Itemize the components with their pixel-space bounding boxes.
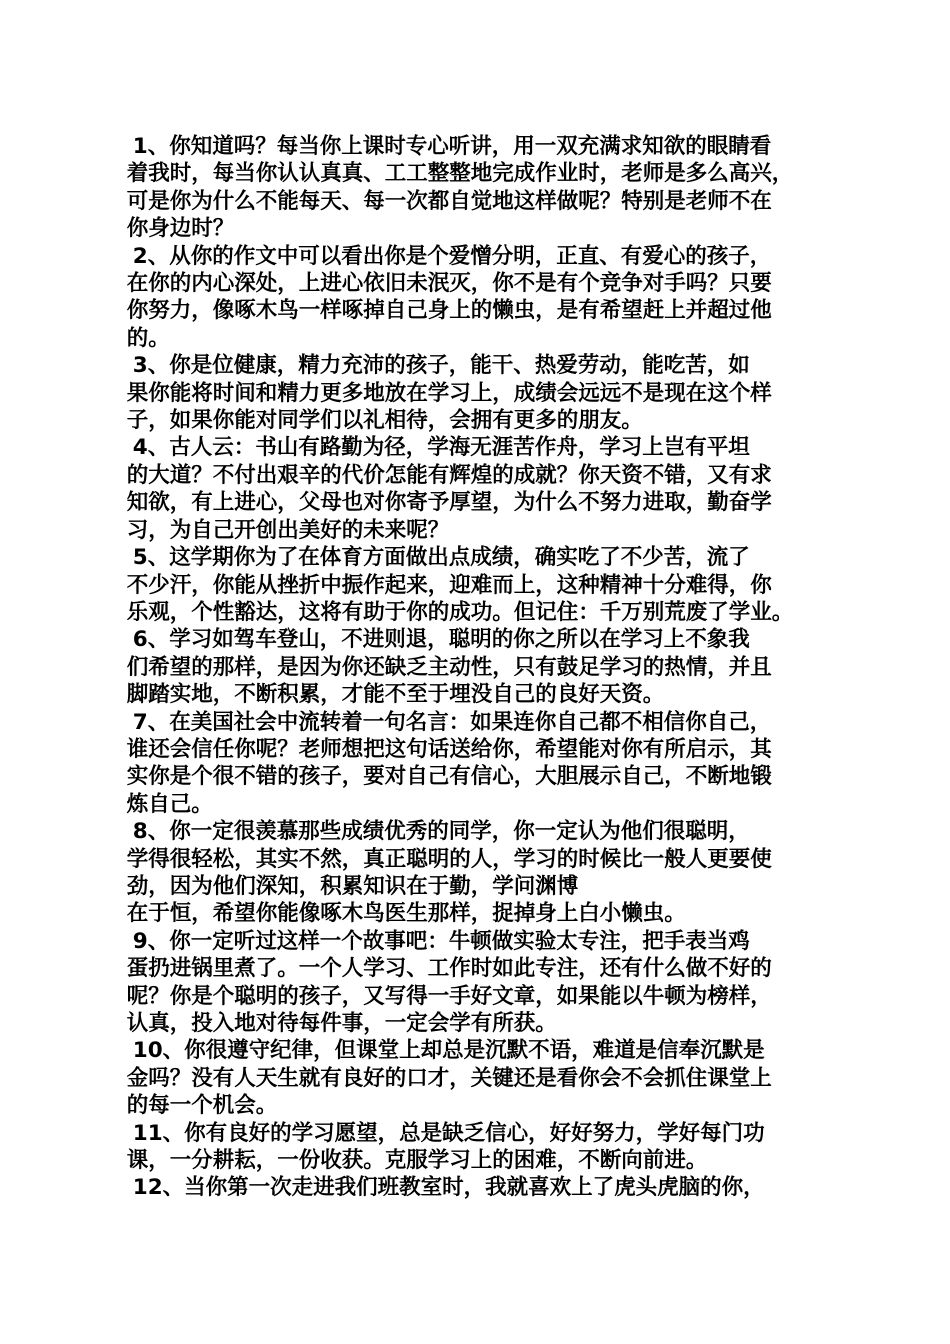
paragraph-line: 10、你很遵守纪律，但课堂上却总是沉默不语，难道是信奉沉默是	[132, 1038, 765, 1064]
paragraph-line: 3、你是位健康，精力充沛的孩子，能干、热爱劳动，能吃苦，如	[132, 353, 750, 379]
comment-paragraph-10	[116, 1037, 844, 1119]
paragraph-line: 在于恒，希望你能像啄木鸟医生那样，捉掉身上白小懒虫。	[126, 901, 686, 927]
paragraph-line: 2、从你的作文中可以看出你是个爱憎分明，正直、有爱心的孩子，	[132, 243, 772, 269]
paragraph-line: 可是你为什么不能每天、每一次都自觉地这样做呢？特别是老师不在	[126, 188, 772, 214]
paragraph-line: 劲，因为他们深知，积累知识在于勤，学问渊博	[126, 873, 579, 899]
paragraph-line: 9、你一定听过这样一个故事吧：牛顿做实验太专注，把手表当鸡	[132, 928, 750, 954]
paragraph-line: 蛋扔进锅里煮了。一个人学习、工作时如此专注，还有什么做不好的	[126, 956, 772, 982]
comment-paragraph-3	[116, 352, 844, 434]
paragraph-line: 4、古人云：书山有路勤为径，学海无涯苦作舟，学习上岂有平坦	[132, 435, 750, 461]
comment-paragraph-1	[116, 133, 844, 243]
paragraph-line: 果你能将时间和精力更多地放在学习上，成绩会远远不是现在这个样	[126, 380, 772, 406]
paragraph-line: 6、学习如驾车登山，不进则退，聪明的你之所以在学习上不象我	[132, 627, 750, 653]
comment-paragraph-6	[116, 626, 844, 708]
paragraph-line: 炼自己。	[126, 791, 213, 817]
comment-paragraph-12	[116, 1174, 844, 1201]
paragraph-line: 12、当你第一次走进我们班教室时，我就喜欢上了虎头虎脑的你，	[132, 1175, 765, 1201]
paragraph-line: 的每一个机会。	[126, 1093, 278, 1119]
paragraph-line: 8、你一定很羡慕那些成绩优秀的同学，你一定认为他们很聪明，	[132, 819, 750, 845]
paragraph-line: 呢？你是个聪明的孩子，又写得一手好文章，如果能以牛顿为榜样，	[126, 983, 772, 1009]
comment-paragraph-5	[116, 544, 844, 626]
paragraph-line: 们希望的那样，是因为你还缺乏主动性，只有鼓足学习的热情，并且	[126, 654, 772, 680]
paragraph-line: 不少汗，你能从挫折中振作起来，迎难而上，这种精神十分难得，你	[126, 572, 772, 598]
paragraph-line: 1、你知道吗？每当你上课时专心听讲，用一双充满求知欲的眼睛看	[132, 134, 772, 159]
comment-paragraph-7	[116, 709, 844, 819]
paragraph-line: 实你是个很不错的孩子，要对自己有信心，大胆展示自己，不断地锻	[126, 764, 772, 790]
comment-paragraph-2	[116, 243, 844, 353]
paragraph-line: 金吗？没有人天生就有良好的口才，关键还是看你会不会抓住课堂上	[126, 1065, 772, 1091]
paragraph-line: 谁还会信任你呢？老师想把这句话送给你，希望能对你有所启示，其	[126, 736, 772, 762]
paragraph-line: 子，如果你能对同学们以礼相待，会拥有更多的朋友。	[126, 408, 643, 434]
paragraph-line: 在你的内心深处，上进心依旧未泯灭，你不是有个竞争对手吗？只要	[126, 271, 772, 297]
comment-paragraph-4	[116, 434, 844, 544]
paragraph-line: 的大道？不付出艰辛的代价怎能有辉煌的成就？你天资不错，又有求	[126, 462, 772, 488]
comment-paragraph-11	[116, 1120, 844, 1175]
paragraph-line: 的。	[126, 325, 170, 351]
paragraph-line: 你身边时？	[126, 216, 235, 242]
paragraph-line: 课，一分耕耘，一份收获。克服学习上的困难，不断向前进。	[126, 1148, 708, 1174]
paragraph-line: 7、在美国社会中流转着一句名言：如果连你自己都不相信你自己，	[132, 709, 772, 735]
paragraph-line: 知欲，有上进心，父母也对你寄予厚望，为什么不努力进取，勤奋学	[126, 490, 772, 516]
paragraph-line: 着我时，每当你认认真真、工工整整地完成作业时，老师是多么高兴，	[126, 161, 794, 187]
paragraph-line: 学得很轻松，其实不然，真正聪明的人，学习的时候比一般人更要使	[126, 846, 772, 872]
paragraph-line: 11、你有良好的学习愿望，总是缺乏信心，好好努力，学好每门功	[132, 1120, 765, 1146]
document-body	[116, 133, 844, 1202]
paragraph-line: 脚踏实地，不断积累，才能不至于埋没自己的良好天资。	[126, 682, 665, 708]
paragraph-line: 习，为自己开创出美好的未来呢？	[126, 517, 450, 543]
paragraph-line: 认真，投入地对待每件事，一定会学有所获。	[126, 1011, 557, 1036]
comment-paragraph-9	[116, 928, 844, 1038]
paragraph-line: 乐观，个性豁达，这将有助于你的成功。但记住：千万别荒废了学业。	[126, 599, 794, 625]
paragraph-line: 你努力，像啄木鸟一样啄掉自己身上的懒虫，是有希望赶上并超过他	[126, 298, 772, 324]
paragraph-line: 5、这学期你为了在体育方面做出点成绩，确实吃了不少苦，流了	[132, 545, 750, 571]
comment-paragraph-8	[116, 818, 844, 928]
